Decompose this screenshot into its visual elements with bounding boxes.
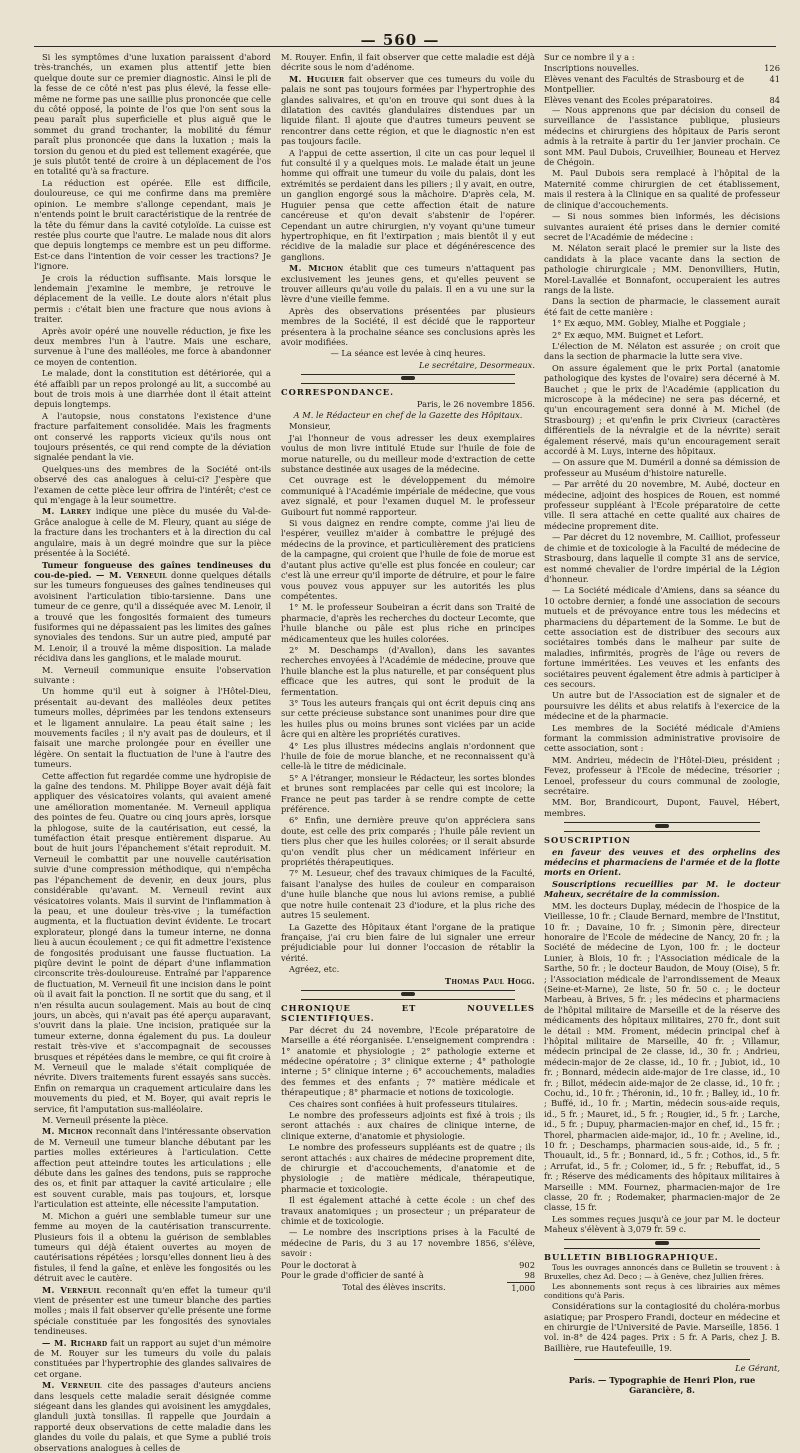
paragraph-text: reconnaît qu'en effet la tumeur qu'il vient de présenter est une tumeur blanche des parties molles ; mais il fait observer qu'elle présente une forme spéciale constituée par les fongosités des synoviales tendineuses. — [34, 1284, 271, 1337]
paragraph-text: fait un rapport au sujet d'un mémoire de M. Rouyer sur les tumeurs du voile du palais constituées par l'hypertrophie des glandes salivaires de cet organe. — [34, 1337, 271, 1379]
column-right — [544, 52, 780, 1395]
salutation: Monsieur, — [289, 421, 331, 432]
paragraph: — Nous apprenons que par décision du conseil de surveillance de l'assistance publique, plusieurs médecins et chirurgiens des hôpitaux de Paris seront admis à la retraite à partir du 1er janvier prochain. Ce sont MM. Paul Dubois, Cruveilhier, Bouneau et Hervez de Chégoin. — [544, 105, 780, 168]
page-header — [0, 30, 800, 49]
paragraph: Si vous daignez en rendre compte, comme j'ai lieu de l'espérer, veuillez m'aider à combattre le préjugé des médecins de la province, et particulièrement des praticiens de la campagne, qui croient que l'huile de foie de morue est d'autant plus active qu'elle est plus foncée en couleur; car c'est là une erreur qu'il importe de détruire, et pour le faire vous pouvez vous appuyer sur les autorités les plus compétentes. — [281, 518, 535, 601]
speaker-name: M. Larrey — [42, 506, 92, 517]
paragraph: Quelques-uns des membres de la Société ont-ils observé des cas analogues à celui-ci? J'espère que l'examen de cette pièce leur offrira de l'intérêt; c'est ce qui m'engage à la leur soumettre. — [34, 463, 271, 506]
paragraph: Les abonnements sont reçus à ces librairies aux mêmes conditions qu'à Paris. — [544, 1282, 780, 1301]
paragraph — [281, 74, 535, 147]
paragraph: J'ai l'honneur de vous adresser les deux exemplaires voulus de mon livre intitulé Etude sur l'huile de foie de morue naturelle, ou du meilleur mode d'extraction de cette substance destinée aux usages de la médecine. — [281, 432, 535, 475]
stat-row — [544, 63, 780, 73]
paragraph: 5° A l'étranger, monsieur le Rédacteur, les sortes blondes et brunes sont remplacées par celle qui est incolore; la France ne peut pas tarder à se rendre compte de cette préférence. — [281, 772, 535, 815]
section-title-bulletin: BULLETIN BIBLIOGRAPHIQUE. — [544, 1251, 719, 1262]
ornament-divider — [301, 990, 515, 1000]
stat-label: Elèves venant des Facultés de Strasbourg et de Montpellier. — [544, 73, 745, 95]
paragraph: Les membres de la Société médicale d'Amiens formant la commission administrative provisoire de cette association, sont : — [544, 722, 780, 754]
stat-row — [281, 1270, 535, 1280]
paragraph: Les sommes reçues jusqu'à ce jour par M. le docteur Maheux s'élèvent à 3,079 fr. 59 c. — [544, 1213, 780, 1235]
gerant-label: Le Gérant, — [735, 1363, 780, 1374]
paragraph: Je crois la réduction suffisante. Mais lorsque le lendemain j'examine le membre, je retrouve le déplacement de la veille. Le doute alors n'était plus permis : c'était bien une fracture que nous avions à traiter. — [34, 272, 271, 325]
speaker-name: M. Michon — [42, 1126, 94, 1137]
paragraph: Le nombre des professeurs suppléants est de quatre ; ils seront attachés : aux chaires de médecine proprement dite, de chirurgie et d'accouchements, d'anatomie et de physiologie ; de matière médicale, thérapeutique, pharmacie et toxicologie. — [281, 1142, 535, 1194]
paragraph: Le malade, dont la constitution est détériorée, qui a été affaibli par un repos prolongé au lit, a succombé au bout de trois mois à une diarrhée dont il était atteint depuis longtemps. — [34, 368, 271, 410]
page-number: — 560 — — [360, 31, 440, 49]
paragraph: Ces chaires sont confiées à huit professeurs titulaires. — [289, 1098, 518, 1109]
section-subtitle: Souscriptions recueillies par M. le docteur Maheux, secrétaire de la commission. — [544, 878, 780, 900]
paragraph: Cet ouvrage est le développement du mémoire communiqué à l'Académie impériale de médecine, que vous avez signalé, et pour l'examen duquel M. le professeur Guibourt fut nommé rapporteur. — [281, 475, 535, 517]
paragraph-text: cite des passages d'auteurs anciens dans lesquels cette maladie serait désignée comme siégeant dans les glandes qui avoisinent les amygdales, glanduli juxtà tonsillas. Il rappelle que Jourdain a rapporté deux observations de cette maladie dans les glandes du voile du palais, et que Syme a publié trois observations analogues à celles de — [34, 1380, 271, 1453]
column-left — [34, 52, 271, 1453]
paragraph-text: donne quelques détails sur les tumeurs fongueuses des gaînes tendineuses qui avoisinent l'articulation tibio-tarsienne. Dans une tumeur de ce genre, qu'il a disséquée avec M. Lenoir, il a trouvé que les fongosités formaient des tumeurs fusiformes qui ne dépassaient pas les limites des gaînes synoviales des tendons. Sur un autre pied, amputé par M. Lenoir, il a trouvé la même disposition. La malade récidiva dans les ganglions, et le malade mourut. — [34, 569, 271, 664]
speaker-name: M. Huguier — [289, 73, 345, 84]
paragraph: On assure également que le prix Portal (anatomie pathologique des kystes de l'ovaire) sera décerné à M. Bauchet ; que le prix de l'Académie (application du microscope à la médecine) ne sera pas décerné, et qu'un encouragement sera donné à M. Michel (de Strasbourg) ; et qu'enfin le prix Civrieux (caractères différentiels de la névralgie et de la névrite) serait également réservé, mais qu'un encouragement serait accordé à M. Luys, interne des hôpitaux. — [544, 362, 780, 457]
paragraph: La réduction est opérée. Elle est difficile, douloureuse, ce qui me confirme dans ma première opinion. Le membre s'allonge cependant, mais je n'entends point le bruit caractéristique de la rentrée de la tête du fémur dans la cavité cotyloïde. La cuisse est restée plus courte que l'autre. Le malade nous dit alors que depuis longtemps ce membre est un peu difforme. Est-ce dans l'intention de voir cesser les tractions? Je l'ignore. — [34, 177, 271, 272]
paragraph: — Par décret du 12 novembre, M. Cailliot, professeur de chimie et de toxicologie à la Faculté de médecine de Strasbourg, dans laquelle il compte 31 ans de service, est nommé chevalier de l'ordre impérial de la Légion d'honneur. — [544, 532, 780, 584]
paragraph: — On assure que M. Duméril a donné sa démission de professeur au Muséum d'histoire naturelle. — [544, 457, 780, 478]
paragraph — [34, 1285, 271, 1337]
paragraph — [281, 263, 535, 305]
paragraph-text: reconnaît dans l'intéressante observation de M. Verneuil une tumeur blanche débutant par les parties molles extérieures à l'articulation. Cette affection peut atteindre toutes les articulations ; elle débute dans les gaînes des tendons, puis se rapproche des os, et finit par attaquer la cavité articulaire ; elle est souvent curable, mais pas toujours, et, lorsque l'articulation est atteinte, elle nécessite l'amputation. — [34, 1126, 271, 1210]
stat-label: Pour le doctorat à — [281, 1259, 357, 1270]
session-close: — La séance est levée à cinq heures. — [330, 348, 486, 359]
paragraph: Cette affection fut regardée comme une hydropisie de la gaîne des tendons. M. Philippe Boyer avait déjà fait appliquer des vésicatoires volants, qui avaient amené une amélioration momentanée. M. Verneuil appliqua des pointes de feu. Quatre ou cinq jours après, lorsque la phlogose, suite de la cautérisation, eut cessé, la tuméfaction était presque entièrement disparue. Au bout de huit jours l'épanchement s'était reproduit. M. Verneuil le combattit par une nouvelle cautérisation suivie d'une compression méthodique, qui n'empêcha pas l'épanchement de devenir, en deux jours, plus considérable qu'avant. M. Verneuil revint aux vésicatoires volants. Mais il survint de l'inflammation à la peau, et une douleur très-vive ; la tuméfaction augmenta, et la fluctuation devint évidente. Le trocart explorateur, plongé dans la tumeur interne, ne donna lieu à aucun écoulement ; ce qui fit admettre l'existence de fongosités produisant une fausse fluctuation. La piqûre devint le point de départ d'une inflammation circonscrite très-douloureuse. Entraîné par l'apparence de fluctuation, M. Verneuil fit une incision dans le point où il avait fait la ponction. Il ne sortit que du sang, et il n'en résulta aucun soulagement. Mais au bout de cinq jours, un abcès, qui n'avait pas été aperçu auparavant, s'ouvrit dans la plaie. Une incision, pratiquée sur la tumeur externe, donna également du pus. La douleur restait très-vive et s'accompagnait de secousses brusques et répétées dans le membre, ce qui fit croire à M. Verneuil que le malade s'était compliquée de névrite. Divers traitements furent essayés sans succès. Enfin on remarqua un craquement articulaire dans les mouvements du pied, et M. Boyer, qui avait repris le service, fit l'amputation sus-malléolaire. — [34, 770, 271, 1114]
paragraph: M. Verneuil présente la pièce. — [42, 1115, 169, 1126]
paragraph: 1° Ex æquo, MM. Gobley, Mialhe et Poggiale ; — [552, 318, 746, 329]
paragraph: MM. Bor, Brandicourt, Dupont, Fauvel, Hébert, membres. — [544, 797, 780, 818]
paragraph: M. Nélaton serait placé le premier sur la liste des candidats à la place vacante dans la section de pathologie chirurgicale ; MM. Denonvilliers, Hutin, Morel-Lavallée et Bonnafont, occuperaient les autres rangs de la liste. — [544, 243, 780, 295]
paragraph: Tous les ouvrages annoncés dans ce Bulletin se trouvent : à Bruxelles, chez Ad. Deco ; — à Genève, chez Jullien frères. — [544, 1263, 780, 1282]
stat-value: 126 — [764, 63, 780, 74]
paragraph — [34, 1380, 271, 1453]
ornament-divider — [301, 374, 515, 384]
paragraph: A l'autopsie, nous constatons l'existence d'une fracture parfaitement consolidée. Mais les fragments ont conservé les rapports vicieux qu'ils nous ont toujours présentés, ce qui rend compte de la déviation signalée pendant la vie. — [34, 410, 271, 463]
stat-total-row — [281, 1282, 535, 1293]
paragraph: M. Verneuil communique ensuite l'observation suivante : — [34, 664, 271, 685]
paragraph: La Gazette des Hôpitaux étant l'organe de la pratique française, j'ai cru bien faire de lui signaler une erreur préjudiciable pour lui donner l'occasion de rétablir la vérité. — [281, 921, 535, 963]
divider — [574, 1359, 750, 1360]
speaker-name: — M. Verneuil — [91, 569, 168, 580]
speaker-name: — M. Richard — [42, 1337, 108, 1348]
ornament-divider — [564, 1239, 760, 1249]
paragraph: 2° M. Deschamps (d'Avallon), dans les savantes recherches envoyées à l'Académie de médecine, prouve que l'huile blanche est la plus naturelle, et par conséquent plus efficace que les autres, qui sont le produit de la fermentation. — [281, 644, 535, 697]
paragraph — [34, 1338, 271, 1380]
paragraph: — La Société médicale d'Amiens, dans sa séance du 10 octobre dernier, a fondé une association de secours mutuels et de prévoyance entre tous les médecins et pharmaciens du département de la Somme. Le but de cette association est de distribuer des secours aux sociétaires tombés dans le malheur par suite de maladies, infirmités, progrès de l'âge ou revers de fortune imméritées. Les veuves et les enfants des sociétaires peuvent également être admis à participer à ces secours. — [544, 585, 780, 689]
paragraph-text: fait observer que ces tumeurs du voile du palais ne sont pas toujours formées par l'hypertrophie des glandes salivaires, et qu'on en trouve qui sont dues à la dilatation des cavités glandulaires distendues par un liquide filant. Il ajoute que d'autres tumeurs peuvent se rencontrer dans cette région, et que le diagnostic n'en est pas toujours facile. — [281, 73, 535, 147]
subsection-title: Tumeur fongueuse des gaînes tendineuses du cou-de-pied. — [34, 559, 271, 580]
speaker-name: M. Verneuil — [42, 1284, 102, 1295]
stat-value: 1,000 — [507, 1282, 535, 1293]
signature: Le secrétaire, Desormeaux. — [419, 359, 535, 370]
letter-address: A M. le Rédacteur en chef de la Gazette des Hôpitaux. — [293, 410, 523, 420]
paragraph: A l'appui de cette assertion, il cite un cas pour lequel il fut consulté il y a quelques mois. Le malade était un jeune homme qui offrait une tumeur du voile du palais, dont les extrémités se perdaient dans les piliers ; il y avait, en outre, un ganglion engorgé sous la mâchoire. D'après cela, M. Huguier pensa que cette affection était de nature cancéreuse et qu'on devait s'abstenir de l'opérer. Cependant un autre chirurgien, n'y voyant qu'une tumeur hypertrophique, en fit l'extirpation ; mais bientôt il y eut récidive de la maladie sur place et dégénérescence des ganglions. — [281, 147, 535, 262]
paragraph: Le nombre des professeurs adjoints est fixé à trois ; ils seront attachés : aux chaires de clinique interne, de clinique externe, d'anatomie et physiologie. — [281, 1110, 535, 1141]
stat-row — [544, 74, 780, 95]
dateline: Paris, le 26 novembre 1856. — [416, 398, 535, 409]
stat-value: 902 — [519, 1259, 535, 1270]
paragraph: MM. les docteurs Duplay, médecin de l'hospice de la Vieillesse, 10 fr. ; Claude Bernard, membre de l'Institut, 10 fr. ; Davaine, 10 fr. ; Simonin père, directeur honoraire de l'Ecole de médecine de Nancy, 20 fr. ; la Société de médecine de Lyon, 100 fr. ; le docteur Lunier, à Blois, 10 fr. ; l'Association médicale de la Sarthe, 50 fr. ; le docteur Baudon, de Mouy (Oise), 5 fr. ; l'Association médicale de l'arrondissement de Meaux (Seine-et-Marne), 2e liste, 50 fr. 50 c. ; le docteur Marbeau, à Brives, 5 fr. ; les médecins et pharmaciens de l'hôpital militaire de Marseille et de la réserve des médicaments des hôpitaux militaires, 270 fr., dont suit le détail : MM. Froment, médecin principal chef à l'hôpital militaire de Marseille, 40 fr. ; Villamur, médecin principal de 2e classe, id., 30 fr. ; Andrieu, médecin-major de 2e classe, id., 10 fr. ; Jubiot, id., 10 fr. ; Bonnard, médecin aide-major de 1re classe, id., 10 fr. ; Billot, médecin aide-major de 2e classe, id., 10 fr. ; Cochu, id., 10 fr. ; Théronin, id., 10 fr. ; Balley, id., 10 fr. ; Buffé, id., 10 fr. ; Martin, médecin sous-aide requis, id., 5 fr. ; Mauret, id., 5 fr. ; Rougier, id., 5 fr. ; Larche, id., 5 fr. ; Dupuy, pharmacien-major en chef, id., 15 fr. ; Thorel, pharmacien aide-major, id., 10 fr. ; Aveline, id., 10 fr. ; Deschamps, pharmacien sous-aide, id., 5 fr. ; Thouault, id., 5 fr. ; Bonnard, id., 5 fr. ; Cothos, id., 5 fr. ; Arrufat, id., 5 fr. ; Colomer, id., 5 fr. ; Rebuffat, id., 5 fr. ; Réserve des médicaments des hôpitaux militaires à Marseille : MM. Fournez, pharmacien-major de 1re classe, 20 fr. ; Rodemaker, pharmacien-major de 2e classe, 15 fr. — [544, 900, 780, 1213]
paragraph: Un autre but de l'Association est de signaler et de poursuivre les délits et abus relatifs à l'exercice de la médecine et de la pharmacie. — [544, 690, 780, 722]
imprint: Paris. — Typographie de Henri Plon, rue Garancière, 8. — [568, 1374, 756, 1395]
paragraph: — Par arrêté du 20 novembre, M. Aubé, docteur en médecine, adjoint des hospices de Rouen, est nommé professeur suppléant à l'Ecole préparatoire de cette ville. Il sera attaché en cette qualité aux chaires de médecine proprement dite. — [544, 479, 780, 531]
paragraph: 2° Ex æquo, MM. Buignet et Lefort. — [552, 329, 704, 340]
paragraph: Il est également attaché à cette école : un chef des travaux anatomiques ; un prosecteur ; un préparateur de chimie et de toxicologie. — [281, 1195, 535, 1227]
paragraph: 7° M. Lesueur, chef des travaux chimiques de la Faculté, faisant l'analyse des huiles de couleur en comparaison d'une huile blanche que nous lui avions remise, a publié que notre huile contenait 23 d'iodure, et la plus riche des autres 15 seulement. — [281, 868, 535, 921]
stat-value: 98 — [524, 1270, 535, 1281]
section-title-souscription: SOUSCRIPTION — [544, 835, 631, 846]
section-title-correspondance: CORRESPONDANCE. — [281, 387, 395, 398]
paragraph: 3° Tous les auteurs français qui ont écrit depuis cinq ans sur cette précieuse substance sont unanimes pour dire que les huiles plus ou moins brunes sont viciées par un acide âcre qui en altère les propriétés curatives. — [281, 697, 535, 740]
paragraph: Dans la section de pharmacie, le classement aurait été fait de cette manière : — [544, 296, 780, 317]
paragraph: 6° Enfin, une dernière preuve qu'on appréciera sans doute, est celle des prix comparés ; l'huile pâle revient un tiers plus cher que les huiles colorées; or il serait absurde qu'on vendît plus cher un médicament inférieur en propriétés thérapeutiques. — [281, 815, 535, 868]
ornament-divider — [564, 822, 760, 832]
speaker-name: M. Michon — [289, 263, 344, 274]
paragraph — [34, 506, 271, 558]
paragraph: L'élection de M. Nélaton est assurée ; on croit que dans la section de pharmacie la lutte sera vive. — [544, 340, 780, 362]
stat-label: Pour le grade d'officier de santé à — [281, 1270, 424, 1281]
paragraph: M. Rouyer. Enfin, il fait observer que cette maladie est déjà décrite sous le nom d'adénome. — [281, 52, 535, 73]
paragraph — [34, 1126, 271, 1209]
paragraph-text: indique une pièce du musée du Val-de-Grâce analogue à celle de M. Fleury, quant au siége de la fracture dans les trochanters et à la direction du cal angulaire, mais à un degré moindre que sur la pièce présentée à la Société. — [34, 506, 271, 559]
paragraph: Sur ce nombre il y a : — [544, 52, 635, 62]
paragraph: Considérations sur la contagiosité du choléra-morbus asiatique; par Prospero Frandi, docteur en médecine et en chirurgie de l'Université de Pavie. Marseille, 1856. 1 vol. in-8° de 424 pages. Prix : 5 fr. A Paris, chez J. B. Baillière, rue Hautefeuille, 19. — [544, 1301, 780, 1353]
closing: Agréez, etc. — [289, 964, 340, 975]
stat-row — [544, 95, 780, 105]
paragraph — [34, 560, 271, 664]
paragraph: — Si nous sommes bien informés, les décisions suivantes auraient été prises dans le dernier comité secret de l'Académie de médecine : — [544, 211, 780, 242]
stat-label: Inscriptions nouvelles. — [544, 63, 640, 74]
section-title-chronique: CHRONIQUE ET NOUVELLES SCIENTIFIQUES. — [281, 1002, 535, 1024]
paragraph-text: établit que ces tumeurs n'attaquent pas exclusivement les jeunes gens, et qu'elles peuvent se trouver ailleurs qu'au voile du palais. Il en a vu une sur la lèvre d'une vieille femme. — [281, 263, 535, 305]
stat-row — [281, 1260, 535, 1270]
paragraph: M. Michon a guéri une semblable tumeur sur une femme au moyen de la cautérisation transcurrente. Plusieurs fois il a obtenu la guérison de semblables tumeurs qui déjà étaient ouvertes au moyen de cautérisations répétées ; lorsqu'elles donnent lieu à des fistules, il fend la gaîne, et enlève les fongosités ou les détruit avec le cautère. — [34, 1210, 271, 1284]
stat-value: 41 — [769, 73, 780, 84]
paragraph: MM. Andrieu, médecin de l'Hôtel-Dieu, président ; Fevez, professeur à l'Ecole de médecine, trésorier ; Lenoel, professeur du cours communal de zoologie, secrétaire. — [544, 754, 780, 797]
paragraph: 1° M. le professeur Soubeiran a écrit dans son Traité de pharmacie, d'après les recherches du docteur Lecomte, que l'huile blanche ou pâle est plus riche en principes médicamenteux que les huiles colorées. — [281, 602, 535, 644]
paragraph: M. Paul Dubois sera remplacé à l'hôpital de la Maternité comme chirurgien de cet établissement, mais il restera à la Clinique en sa qualité de professeur de clinique d'accouchements. — [544, 168, 780, 210]
paragraph: Par décret du 24 novembre, l'Ecole préparatoire de Marseille a été réorganisée. L'enseignement comprendra : 1° anatomie et physiologie ; 2° pathologie externe et médecine opératoire ; 3° clinique externe ; 4° pathologie interne ; 5° clinique interne ; 6° accouchements, maladies des femmes et des enfants ; 7° matière médicale et thérapeutique ; 8° pharmacie et notions de toxicologie. — [281, 1024, 535, 1098]
paragraph: Un homme qu'il eut à soigner à l'Hôtel-Dieu, présentait au-devant des malléoles deux petites tumeurs molles, déprimées par les tendons extenseurs et le ligament annulaire. La peau était saine ; les mouvements faciles ; il n'y avait pas de douleurs, et il faisait une marche prolongée pour en éveiller une légère. On sentait la fluctuation de l'une à l'autre des tumeurs. — [34, 686, 271, 770]
paragraph: Après avoir opéré une nouvelle réduction, je fixe les deux membres l'un à l'autre. Mais une eschare, survenue à l'une des malléoles, me force à abandonner ce moyen de contention. — [34, 325, 271, 367]
header-rule — [34, 46, 776, 47]
column-middle — [281, 52, 535, 1293]
stat-label: Elèves venant des Ecoles préparatoires. — [544, 94, 713, 105]
section-subtitle: en faveur des veuves et des orphelins des médecins et pharmaciens de l'armée et de la flotte morts en Orient. — [544, 846, 780, 878]
paragraph: — Le nombre des inscriptions prises à la Faculté de médecine de Paris, du 3 au 17 novembre 1856, s'élève, savoir : — [281, 1227, 535, 1259]
stat-label: Total des élèves inscrits. — [342, 1281, 446, 1292]
paragraph: Si les symptômes d'une luxation paraissent d'abord très-tranchés, un examen plus attentif jette bien quelque doute sur ce premier diagnostic. Ainsi le pli de la fesse de ce côté n'est pas plus élevé, la fesse elle-même ne forme pas une saillie plus prononcée que celle du côté opposé, la pointe de l'os que l'on sent sous la peau paraît plus superficielle et plus aiguë que le sommet du grand trochanter, la mobilité du fémur paraît plus prononcée que dans la luxation ; mais la torsion du genou et du pied est tellement exagérée, que je suis plutôt tenté de croire à un déplacement de l'os en totalité qu'à sa fracture. — [34, 52, 271, 177]
paragraph: 4° Les plus illustres médecins anglais n'ordonnent que l'huile de foie de morue blanche, et ne reconnaissent qu'à celle-là le titre de médicinale. — [281, 740, 535, 772]
paragraph: Après des observations présentées par plusieurs membres de la Société, il est décidé que le rapporteur présentera à la prochaine séance ses conclusions après les avoir modifiées. — [281, 305, 535, 347]
speaker-name: M. Verneuil — [42, 1380, 102, 1391]
stat-value: 84 — [769, 94, 780, 105]
signature: Thomas Paul Hogg. — [444, 975, 535, 986]
